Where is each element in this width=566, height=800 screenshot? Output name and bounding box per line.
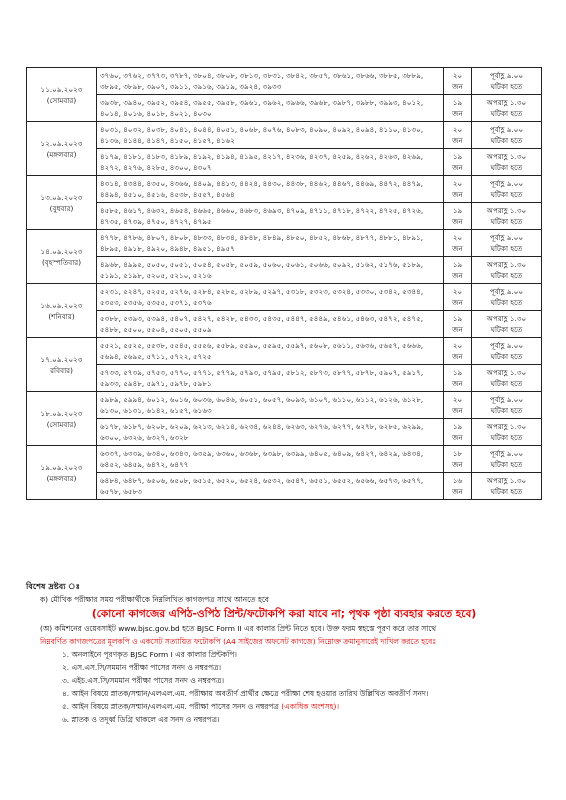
date-cell [27, 446, 97, 500]
session-time-cell [472, 284, 542, 311]
count-unit: জন [452, 487, 463, 496]
count-number: ১৮ [452, 449, 463, 458]
session-time-suffix: ঘটিকা হতে [490, 163, 523, 172]
session-time-suffix: ঘটিকা হতে [490, 298, 523, 307]
session-time-cell [472, 176, 542, 203]
note-item-a-requirement: নিম্নবর্ণিত কাগজপত্রের মূলকপি ও একসেট সত্যায়িত ফটোকপি (A4 সাইজের অফসেট কাগজে) নিম্নোক্ত ক্রমানুসারেই দাখিল করতে হবেঃ [40, 637, 437, 646]
roll-numbers-cell: ৪৭৭৮, ৪৭৮৬, ৪৮০৭, ৪৮০৮, ৪৮৩৩, ৪৮৩৪, ৪৮৪৮, ৪৮৪৯, ৪৮৫০, ৪৮৫২, ৪৮৬৮, ৪৮৭৭, ৪৮৮১, ৪৮৯১, ৪৮৯৫, ৪৯১৮, ৪৯২০, ৪৯৪৮, ৪৯৫১, ৪৯৫৭ [97, 230, 444, 257]
count-unit: জন [452, 433, 463, 442]
session-time: পূর্বাহ্ণ ৯.০০ [489, 341, 524, 350]
roll-numbers-cell: ৫৭৩৩, ৫৭৩৯, ৫৭৫৩, ৫৭৭০, ৫৭৭১, ৫৭৭৯, ৫৭৯৩, ৫৭৯৫, ৫৮১২, ৫৮৭৩, ৫৮৭৭, ৫৮৭৮, ৫৯০৭, ৫৯১৭, ৫৯৩৩, ৫৯৪৮, ৫৯৭১, ৫৯৭৮, ৫৯৮১ [97, 365, 444, 392]
session-time-cell [472, 203, 542, 230]
count-number: ১৯ [452, 152, 463, 161]
schedule-row [27, 338, 542, 365]
date-text: ১১.০৯.২০২৩ [40, 84, 83, 94]
weekday-text: (বৃহস্পতিবার) [41, 257, 82, 267]
count-unit: জন [452, 271, 463, 280]
session-time: অপরাহ্ণ ১.৩০ [486, 476, 527, 485]
count-number: ১৯ [452, 98, 463, 107]
session-time-cell [472, 446, 542, 473]
roll-numbers-cell: ৪০৩১, ৪০৩২, ৪০৩৮, ৪০৪১, ৪০৪৪, ৪০৫১, ৪০৬৮, ৪০৭৬, ৪০৮৩, ৪০৯০, ৪০৯২, ৪০৯৪, ৪১১০, ৪১৩০, ৪১৩৬, ৪১৪৪, ৪১৪৭, ৪১৫০, ৪১৫৭, ৪১৬২ [97, 122, 444, 149]
count-number: ২০ [452, 395, 463, 404]
count-number: ২০ [452, 179, 463, 188]
session-time-suffix: ঘটিকা হতে [490, 460, 523, 469]
schedule-row [27, 473, 542, 500]
note-item-a: (অ) কমিশনের ওয়েবসাইট www.bjsc.gov.bd হতে BJSC Form II এর কালার প্রিন্ট নিতে হবে। উক্ত ফরম স্বহস্তে পূরণ করে তার সাথে [40, 624, 437, 633]
schedule-row [27, 365, 542, 392]
session-time-suffix: ঘটিকা হতে [490, 352, 523, 361]
count-unit: জন [452, 136, 463, 145]
viva-schedule-table [26, 67, 542, 500]
candidate-count-cell [444, 446, 472, 473]
session-time: অপরাহ্ণ ১.৩০ [486, 98, 527, 107]
schedule-row [27, 419, 542, 446]
candidate-count-cell [444, 68, 472, 95]
schedule-row [27, 257, 542, 284]
candidate-count-cell [444, 203, 472, 230]
session-time-suffix: ঘটিকা হতে [490, 487, 523, 496]
roll-numbers-cell: ৫৩৮৮, ৫৩৯৩, ৫৩৯৪, ৫৪০৭, ৫৪২৭, ৫৪২৮, ৫৪৩৩, ৫৪৩৫, ৫৪৪৭, ৫৪৪৯, ৫৪৬১, ৫৪৬৩, ৫৪৭২, ৫৪৭৫, ৫৪৮৮, ৫৫০০, ৫৫০৪, ৫৫০৫, ৫৫০৯ [97, 311, 444, 338]
session-time: অপরাহ্ণ ১.৩০ [486, 260, 527, 269]
schedule-row [27, 230, 542, 257]
count-unit: জন [452, 109, 463, 118]
date-cell [27, 122, 97, 176]
schedule-row [27, 392, 542, 419]
session-time-cell [472, 68, 542, 95]
session-time: অপরাহ্ণ ১.৩০ [486, 368, 527, 377]
session-time-suffix: ঘটিকা হতে [490, 244, 523, 253]
session-time-suffix: ঘটিকা হতে [490, 271, 523, 280]
candidate-count-cell [444, 122, 472, 149]
session-time: পূর্বাহ্ণ ৯.০০ [489, 233, 524, 242]
candidate-count-cell [444, 95, 472, 122]
session-time: অপরাহ্ণ ১.৩০ [486, 152, 527, 161]
count-number: ১৯ [452, 368, 463, 377]
count-unit: জন [452, 190, 463, 199]
date-text: ১৬.০৯.২০২৩ [40, 300, 83, 310]
count-number: ১৬ [452, 476, 463, 485]
candidate-count-cell [444, 473, 472, 500]
candidate-count-cell [444, 257, 472, 284]
count-unit: জন [452, 217, 463, 226]
session-time: পূর্বাহ্ণ ৯.০০ [489, 449, 524, 458]
weekday-text: (মঙ্গলবার) [46, 473, 77, 483]
roll-numbers-cell: ৪১৭৯, ৪১৮১, ৪১৮৩, ৪১৮৯, ৪১৯২, ৪১৯৪, ৪১৯৫, ৪২১৭, ৪২৩৬, ৪২৩৭, ৪২৫৯, ৪২৬২, ৪২৬৩, ৪২৬৯, ৪২৭২, ৪২৭৬, ৪২৮৫, ৪৩০০, ৪৩০৭ [97, 149, 444, 176]
weekday-text: (সোমবার) [46, 95, 77, 105]
date-cell [27, 338, 97, 392]
session-time-suffix: ঘটিকা হতে [490, 325, 523, 334]
count-number: ১৯ [452, 260, 463, 269]
count-number: ২০ [452, 341, 463, 350]
weekday-text: রবিবার) [50, 365, 73, 375]
session-time: অপরাহ্ণ ১.৩০ [486, 314, 527, 323]
date-cell [27, 176, 97, 230]
count-unit: জন [452, 460, 463, 469]
doc-list-text: ৫. আইন বিষয়ে স্নাতক/সম্মান/এলএল.এম. পরীক্ষা পাসের সনদ ও নম্বরপত্র [62, 702, 279, 711]
session-time: অপরাহ্ণ ১.৩০ [486, 422, 527, 431]
count-number: ১৯ [452, 206, 463, 215]
candidate-count-cell [444, 419, 472, 446]
roll-numbers-cell: ৩৭৬০, ৩৭৬২, ৩৭৭৩, ৩৭৮৭, ৩৮০৪, ৩৮০৮, ৩৮১৩, ৩৮৩১, ৩৮৪২, ৩৮৫৭, ৩৮৬১, ৩৮৬৬, ৩৮৮৫, ৩৮৮৯, ৩৮৯৫, ৩৮৯৮, ৩৯০৭, ৩৯১১, ৩৯১৬, ৩৯১৯, ৩৯২৪, ৩৯৩৩ [97, 68, 444, 95]
doc-list-item: ১. অনলাইনে পূরণকৃত BJSC Form I এর কালার প্রিন্টকপি। [62, 650, 237, 659]
session-time-cell [472, 473, 542, 500]
count-unit: জন [452, 325, 463, 334]
weekday-text: (শনিবার) [48, 311, 75, 321]
roll-numbers-cell: ৪৫৮৫, ৪৬১৭, ৪৬৩২, ৪৬৫৪, ৪৬৬৫, ৪৬৬০, ৪৬৮৩, ৪৬৯৩, ৪৭০৯, ৪৭১১, ৪৭১৮, ৪৭২২, ৪৭২৫, ৪৭২৬, ৪৭৩৫, ৪৭৩৯, ৪৭৫০, ৪৭২৭, ৪৭৯৫ [97, 203, 444, 230]
date-cell [27, 230, 97, 284]
candidate-count-cell [444, 338, 472, 365]
doc-list-item: ৬. স্নাতক ও তদূর্ধ্ব ডিগ্রি থাকলে এর সনদ ও নম্বরপত্র। [62, 715, 220, 724]
candidate-count-cell [444, 311, 472, 338]
schedule-row [27, 122, 542, 149]
date-text: ১৩.০৯.২০২৩ [40, 192, 83, 202]
session-time-cell [472, 95, 542, 122]
weekday-text: (সোমবার) [46, 419, 77, 429]
date-text: ১৭.০৯.২০২৩ [40, 354, 83, 364]
date-text: ১৯.০৯.২০২৩ [40, 462, 83, 472]
session-time-suffix: ঘটিকা হতে [490, 217, 523, 226]
session-time-cell [472, 122, 542, 149]
schedule-row [27, 176, 542, 203]
date-cell [27, 392, 97, 446]
schedule-row [27, 68, 542, 95]
session-time-suffix: ঘটিকা হতে [490, 406, 523, 415]
session-time-cell [472, 149, 542, 176]
schedule-row [27, 311, 542, 338]
session-time-cell [472, 230, 542, 257]
roll-numbers-cell: ৩৯৩৮, ৩৯৪০, ৩৯৫২, ৩৯৫৪, ৩৯৫৫, ৩৯৫৮, ৩৯৬১, ৩৯৬২, ৩৯৬৬, ৩৯৬৮, ৩৯৮৭, ৩৯৮৮, ৩৯৯৩, ৪০১২, ৪০১৪, ৪০১৬, ৪০১৮, ৪০২১, ৪০৩০ [97, 95, 444, 122]
note-item-ka: ক) মৌখিক পরীক্ষার সময় পরীক্ষার্থীকে নিম্নলিখিত কাগজপত্র সাথে আনতে হবে [40, 595, 269, 604]
print-warning: (কোনো কাগজের এপিঠ-ওপিঠ প্রিন্ট/ফটোকপি করা যাবে না; পৃথক পৃষ্ঠা ব্যবহার করতে হবে) [91, 608, 477, 620]
roll-numbers-cell: ৪৩১৪, ৪৩৪৪, ৪৩৫০, ৪৩৬৬, ৪৪০৯, ৪৪১৩, ৪৪২৪, ৪৪৩০, ৪৪৩৮, ৪৪৬২, ৪৪৬৭, ৪৪৬৯, ৪৪৭২, ৪৪৭৯, ৪৪৯৪, ৪৫১০, ৪৫১৬, ৪৫৩৮, ৪৫৫৭, ৪৫৬৪ [97, 176, 444, 203]
count-unit: জন [452, 298, 463, 307]
date-text: ১৪.০৯.২০২৩ [40, 246, 83, 256]
doc-list-item [26, 700, 542, 713]
schedule-row [27, 284, 542, 311]
session-time-cell [472, 365, 542, 392]
roll-numbers-cell: ৬৪৮৪, ৬৪৮৭, ৬৫০৬, ৬৫০৮, ৬৫১৫, ৬৫২০, ৬৫২৪, ৬৫৩২, ৬৫৪৭, ৬৫৫১, ৬৫৫২, ৬৫৬৬, ৬৫৭৩, ৬৫৭৭, ৬৫৭৮, ৬৫৮৩ [97, 473, 444, 500]
session-time-cell [472, 257, 542, 284]
notes-heading: বিশেষ দ্রষ্টব্য ঃ [26, 581, 80, 591]
candidate-count-cell [444, 365, 472, 392]
candidate-count-cell [444, 392, 472, 419]
count-number: ২০ [452, 71, 463, 80]
candidate-count-cell [444, 176, 472, 203]
session-time: অপরাহ্ণ ১.৩০ [486, 206, 527, 215]
count-unit: জন [452, 352, 463, 361]
schedule-row [27, 95, 542, 122]
session-time-suffix: ঘটিকা হতে [490, 136, 523, 145]
weekday-text: (মঙ্গলবার) [46, 149, 77, 159]
session-time-suffix: ঘটিকা হতে [490, 379, 523, 388]
doc-list-item: ৪. আইন বিষয়ে স্নাতক/সম্মান/এলএল.এম. পরীক্ষায় অবতীর্ণ প্রার্থীর ক্ষেত্রে পরীক্ষা শেষ হওয়ার তারিখ উল্লিখিত অবতীর্ণ সনদ। [62, 689, 429, 698]
count-number: ১৯ [452, 314, 463, 323]
date-text: ১৮.০৯.২০২৩ [40, 408, 83, 418]
count-unit: জন [452, 244, 463, 253]
schedule-row [27, 446, 542, 473]
count-unit: জন [452, 406, 463, 415]
session-time-suffix: ঘটিকা হতে [490, 433, 523, 442]
doc-list-item: ৩. এইচ.এস.সি/সমমান পরীক্ষা পাসের সনদ ও নম্বরপত্র। [62, 676, 224, 685]
count-unit: জন [452, 379, 463, 388]
session-time-suffix: ঘটিকা হতে [490, 109, 523, 118]
count-unit: জন [452, 163, 463, 172]
count-number: ২০ [452, 125, 463, 134]
count-unit: জন [452, 82, 463, 91]
date-text: ১২.০৯.২০২৩ [40, 138, 83, 148]
session-time: পূর্বাহ্ণ ৯.০০ [489, 125, 524, 134]
notes-section [26, 580, 542, 726]
doc-list-red-note: (একাধিক অংশসহ)। [281, 702, 340, 711]
candidate-count-cell [444, 284, 472, 311]
schedule-row [27, 203, 542, 230]
roll-numbers-cell: ৫২৩১, ৫২৪৭, ৫২৫৫, ৫২৭৬, ৫২৮৪, ৫২৮৫, ৫২৮৯, ৫২৯৭, ৫৩১৮, ৫৩২৩, ৫৩২৪, ৫৩৩০, ৫৩৪২, ৫৩৪৪, ৫৩৫৩, ৫৩৫৬, ৫৩৫৫, ৫৩৭১, ৫৩৭৬ [97, 284, 444, 311]
schedule-row [27, 149, 542, 176]
roll-numbers-cell: ৫৫২১, ৫৫২৫, ৫৫৩৮, ৫৫৪৫, ৫৫৫৬, ৫৫৮৯, ৫৫৯০, ৫৫৯৫, ৫৫৯৭, ৫৬০৮, ৫৬১১, ৫৬৩৬, ৫৬৫৭, ৫৬৬৬, ৫৬৯৪, ৫৬৯৫, ৫৭১১, ৫৭২২, ৫৭২৫ [97, 338, 444, 365]
session-time: পূর্বাহ্ণ ৯.০০ [489, 71, 524, 80]
session-time: পূর্বাহ্ণ ৯.০০ [489, 179, 524, 188]
session-time-cell [472, 419, 542, 446]
count-number: ২০ [452, 287, 463, 296]
roll-numbers-cell: ৪৯৬৮, ৪৯৯৫, ৫০৫০, ৫০৫১, ৫০৫৪, ৫০৫৮, ৫০৫৯, ৫০৬০, ৫০৬১, ৫০৬৬, ৫০৯২, ৫১৬২, ৫১৭৬, ৫১৮৯, ৫১৯১, ৫১৯৮, ৫২০৫, ৫২১০, ৫২১৬ [97, 257, 444, 284]
session-time: পূর্বাহ্ণ ৯.০০ [489, 287, 524, 296]
roll-numbers-cell: ৫৯৮৯, ৫৯৯৪, ৬০১২, ৬০১৬, ৬০৩৬, ৬০৪৬, ৬০৫১, ৬০৫৭, ৬০৯৩, ৬১০৭, ৬১১০, ৬১১২, ৬১২৬, ৬১২৮, ৬১৩০, ৬১৩১, ৬১৪২, ৬১৫৭, ৬১৬৩ [97, 392, 444, 419]
doc-list-item: ২. এস.এস.সি/সমমান পরীক্ষা পাসের সনদ ও নম্বরপত্র। [62, 663, 222, 672]
roll-numbers-cell: ৬৩৩৭, ৬৩৩৯, ৬৩৪০, ৬৩৪৩, ৬৩৫৯, ৬৩৬০, ৬৩৬৮, ৬৩৯৮, ৬৩৯৯, ৬৪০৫, ৬৪০৯, ৬৪২৭, ৬৪২৯, ৬৪৩৪, ৬৪৫২, ৬৪৫৯, ৬৪৭২, ৬৪৭৭ [97, 446, 444, 473]
session-time: পূর্বাহ্ণ ৯.০০ [489, 395, 524, 404]
candidate-count-cell [444, 149, 472, 176]
session-time-cell [472, 338, 542, 365]
date-cell [27, 284, 97, 338]
count-number: ১৯ [452, 422, 463, 431]
session-time-suffix: ঘটিকা হতে [490, 190, 523, 199]
count-number: ২০ [452, 233, 463, 242]
candidate-count-cell [444, 230, 472, 257]
session-time-suffix: ঘটিকা হতে [490, 82, 523, 91]
session-time-cell [472, 392, 542, 419]
session-time-cell [472, 311, 542, 338]
roll-numbers-cell: ৬১৭৮, ৬১৮৭, ৬২০৮, ৬২০৯, ৬২১৩, ৬২১৪, ৬২৩৪, ৬২৪৪, ৬২৬৩, ৬২৭৬, ৬২৭৭, ৬২৭৮, ৬২৮৫, ৬২৯৯, ৬৩০০, ৬৩২৬, ৬৩২৭, ৬৩২৮ [97, 419, 444, 446]
date-cell [27, 68, 97, 122]
weekday-text: (বুধবার) [49, 203, 74, 213]
